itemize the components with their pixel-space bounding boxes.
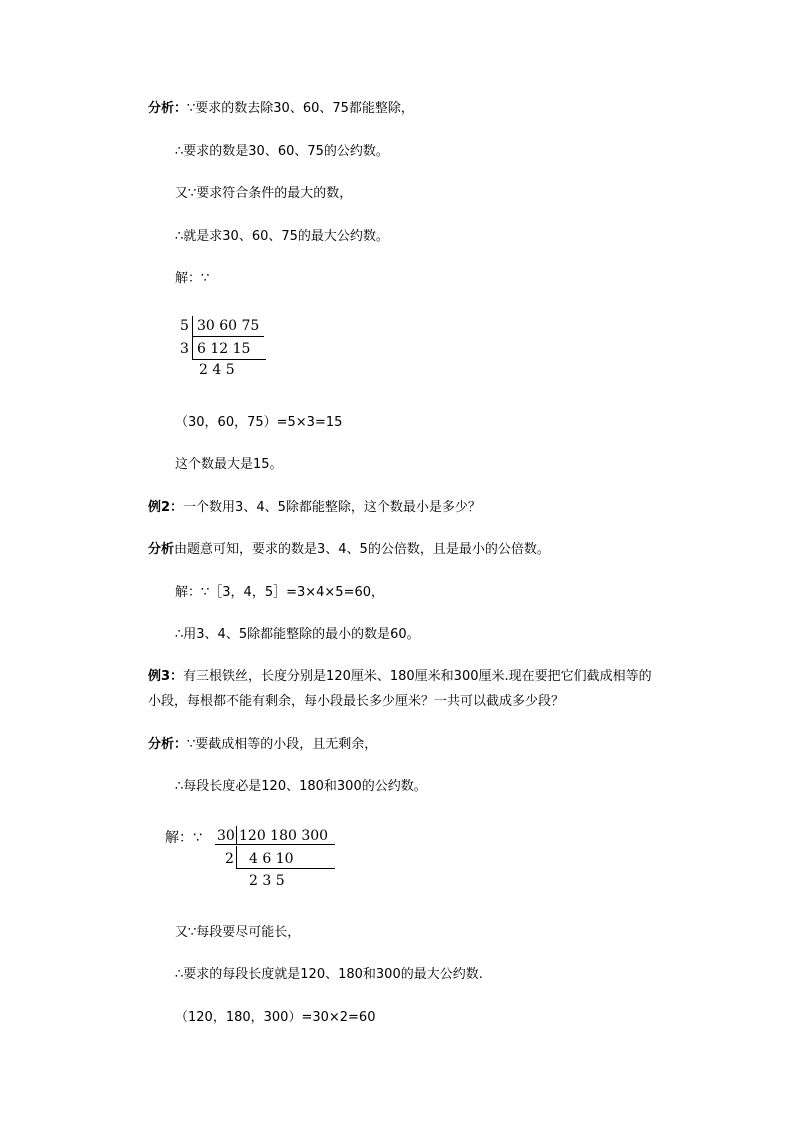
- example-text: 一个数用3、4、5除都能整除，这个数最小是多少？: [183, 500, 481, 515]
- division-bar: [236, 846, 237, 868]
- quotient-row: 2 4 5: [199, 362, 235, 378]
- quotient-row: 2 3 5: [249, 873, 285, 889]
- quotient-row: 4 6 10: [249, 851, 294, 867]
- solution-label: 解：∵: [165, 830, 202, 846]
- example-2-question: [148, 499, 481, 517]
- dividend-row: 30 60 75: [197, 318, 260, 334]
- divisor: 30: [217, 828, 235, 844]
- reasoning-line: ∴要求的数是30、60、75的公约数。: [175, 144, 389, 159]
- analysis-label: 分析: [148, 542, 175, 557]
- result-line: （120，180，300）=30×2=60: [175, 1010, 376, 1025]
- reasoning-line: ∴就是求30、60、75的最大公约数。: [175, 229, 389, 244]
- quotient-row: 6 12 15: [197, 341, 251, 357]
- analysis-text: 由题意可知，要求的数是3、4、5的公倍数，且是最小的公倍数。: [174, 542, 550, 557]
- division-bar: [192, 316, 193, 338]
- analysis-text: ∵要截成相等的小段，且无剩余，: [187, 737, 378, 752]
- short-division-2: [215, 826, 355, 892]
- reasoning-line: 又∵要求符合条件的最大的数，: [175, 186, 353, 201]
- reasoning-line: 又∵每段要尽可能长，: [175, 925, 301, 940]
- division-bar: [192, 336, 264, 337]
- analysis-text: ∵要求的数去除30、60、75都能整除，: [187, 101, 414, 116]
- reasoning-line: ∴每段长度必是120、180和300的公约数。: [175, 779, 427, 794]
- example-3-question-cont: 小段，每根都不能有剩余，每小段最长多少厘米？一共可以截成多少段？: [148, 694, 565, 709]
- divisor: 2: [225, 851, 234, 867]
- analysis-line-1: [148, 100, 414, 118]
- example-label: 例3：: [148, 669, 184, 684]
- example-2-analysis: [148, 541, 550, 559]
- example-3-question: [148, 668, 652, 686]
- example-3-analysis: [148, 736, 377, 754]
- division-bar: [236, 868, 335, 869]
- solution-line: 解：∵［3，4，5］=3×4×5=60，: [175, 585, 385, 600]
- analysis-label: 分析：: [148, 737, 188, 752]
- reasoning-line: ∴要求的每段长度就是120、180和300的最大公约数.: [175, 967, 483, 982]
- analysis-label: 分析：: [148, 101, 188, 116]
- example-text: 有三根铁丝，长度分别是120厘米、180厘米和300厘米.现在要把它们截成相等的: [183, 669, 652, 684]
- conclusion-line: 这个数最大是15。: [175, 457, 283, 472]
- short-division-1: [178, 316, 278, 380]
- division-bar: [192, 359, 266, 360]
- division-bar: [215, 844, 335, 845]
- dividend-row: 120 180 300: [239, 828, 329, 844]
- result-line: （30，60，75）=5×3=15: [175, 415, 343, 430]
- conclusion-line: ∴用3、4、5除都能整除的最小的数是60。: [175, 627, 420, 642]
- divisor: 3: [180, 341, 189, 357]
- solution-label: 解：∵: [175, 271, 210, 286]
- divisor: 5: [180, 318, 189, 334]
- example-label: 例2：: [148, 500, 184, 515]
- division-bar: [192, 338, 193, 360]
- division-bar: [236, 826, 237, 844]
